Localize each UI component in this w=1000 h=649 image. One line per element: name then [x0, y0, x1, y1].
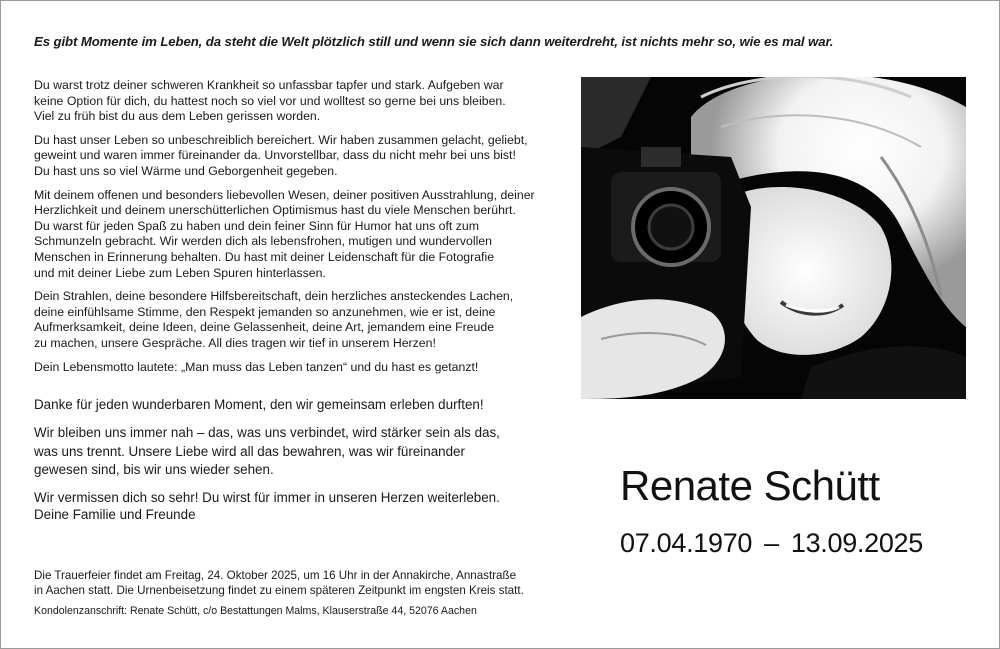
birth-date: 07.04.1970	[620, 528, 753, 558]
eulogy-paragraph	[34, 289, 574, 351]
text-line: Wir vermissen dich so sehr! Du wirst für immer in unseren Herzen weiterleben.	[34, 490, 500, 506]
deceased-name: Renate Schütt	[620, 462, 880, 509]
eulogy-paragraph	[34, 78, 574, 125]
text-line: Schmunzeln gebracht. Wir werden dich als lebensfrohen, mutigen und wundervollen	[34, 234, 492, 249]
eulogy-paragraph	[34, 133, 574, 180]
text-line: gewesen sind, bis wir uns wieder sehen.	[34, 462, 274, 478]
condolence-address: Kondolenzanschrift: Renate Schütt, c/o Bestattungen Malms, Klauserstraße 44, 52076 Aachen	[34, 605, 477, 618]
text-line: deine einfühlsame Stimme, den Respekt jemanden so anzunehmen, wie er ist, deine	[34, 304, 496, 319]
text-line: und mit deiner Liebe zum Leben Spuren hinterlassen.	[34, 265, 326, 280]
text-line: geweint und waren immer füreinander da. Unvorstellbar, dass du nicht mehr bei uns bist!	[34, 148, 516, 163]
text-line: Menschen in Erinnerung behalten. Du hast mit deiner Leidenschaft für die Fotografie	[34, 249, 495, 264]
text-line: Danke für jeden wunderbaren Moment, den wir gemeinsam erleben durften!	[34, 397, 484, 412]
text-line: Dein Lebensmotto lautete: „Man muss das Leben tanzen“ und du hast es getanzt!	[34, 359, 479, 374]
portrait-photo-icon	[581, 77, 966, 399]
funeral-line: in Aachen statt. Die Urnenbeisetzung findet zu einem späteren Zeitpunkt im engsten Kreis statt.	[34, 584, 524, 598]
life-motto-paragraph	[34, 360, 574, 376]
text-line: Mit deinem offenen und besonders liebevollen Wesen, deiner positiven Ausstrahlung, deiner	[34, 187, 535, 202]
death-date: 13.09.2025	[790, 528, 923, 558]
text-line: Du warst trotz deiner schweren Krankheit so unfassbar tapfer und stark. Aufgeben war	[34, 78, 504, 92]
text-line: Du hast uns so viel Wärme und Geborgenheit gegeben.	[34, 163, 338, 178]
thanks-section	[34, 396, 594, 534]
text-line: zu machen, unsere Gespräche. All dies tragen wir tief in unserem Herzen!	[34, 335, 436, 350]
text-line: was uns trennt. Unsere Liebe wird all das bewahren, was wir füreinander	[34, 443, 465, 459]
life-dates	[620, 528, 923, 559]
date-separator: –	[764, 528, 779, 558]
closeness-paragraph	[34, 424, 594, 480]
funeral-line: Die Trauerfeier findet am Freitag, 24. Oktober 2025, um 16 Uhr in der Annakirche, Annastraße	[34, 569, 517, 582]
eulogy-text	[34, 78, 574, 383]
text-line: Wir bleiben uns immer nah – das, was uns verbindet, wird stärker sein als das,	[34, 424, 500, 440]
signature: Deine Familie und Freunde	[34, 506, 196, 522]
eulogy-paragraph	[34, 188, 574, 282]
text-line: Herzlichkeit und deinem unerschütterlichen Optimismus hast du viele Menschen berührt.	[34, 203, 516, 218]
text-line: Viel zu früh bist du aus dem Leben gerissen worden.	[34, 109, 321, 124]
text-line: Dein Strahlen, deine besondere Hilfsbereitschaft, dein herzliches ansteckendes Lachen,	[34, 289, 514, 304]
text-line: Du warst für jeden Spaß zu haben und dein feiner Sinn für Humor hat uns oft zum	[34, 218, 479, 233]
motto-headline: Es gibt Momente im Leben, da steht die Welt plötzlich still und wenn sie sich dann weiterdreht, ist nichts mehr so, wie es mal war.	[34, 34, 834, 49]
text-line: Aufmerksamkeit, deine Ideen, deine Gelassenheit, deine Art, jemandem eine Freude	[34, 320, 495, 335]
text-line: keine Option für dich, du hattest noch so viel vor und wolltest so gerne bei uns bleiben.	[34, 93, 506, 108]
funeral-info	[34, 568, 594, 620]
thanks-line	[34, 396, 594, 415]
text-line: Du hast unser Leben so unbeschreiblich bereichert. Wir haben zusammen gelacht, geliebt,	[34, 132, 528, 147]
miss-line	[34, 489, 594, 525]
